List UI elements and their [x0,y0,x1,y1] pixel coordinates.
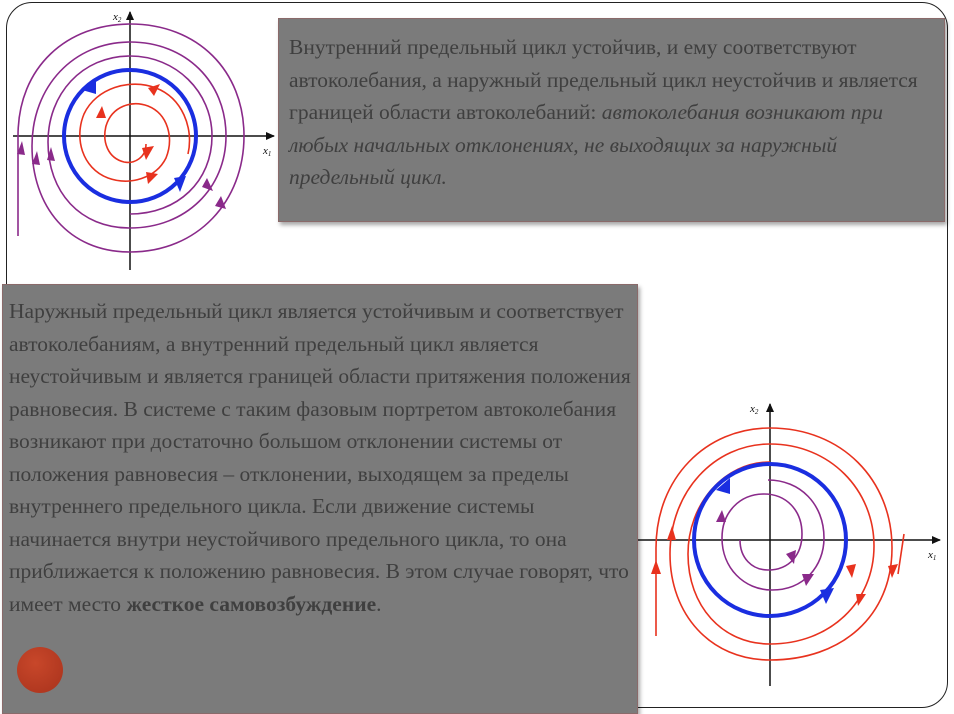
x1-axis-label: x1 [928,549,937,562]
outer-trajectories-top [18,24,244,252]
inner-trajectories-bottom [722,480,824,590]
slide-bullet-dot [17,647,63,693]
top-description-box [278,18,945,222]
bottom-description-box [2,284,638,714]
phase-portrait-bottom [636,398,946,690]
phase-portrait-top [8,6,280,276]
inner-trajectory-arrows-top [96,84,160,184]
bottom-description-text: Наружный предельный цикл является устойчивым и соответствует автоколебаниям, а внутренний предельный цикл является неустойчивым и является границей области притяжения положения равновесия. В системе с таким фазовым портретом автоколебания возникают при достаточно большом отклонении системы от положения равновесия – отклонении, выходящем за пределы внутреннего предельного цикла. Если движение системы начинается внутри неустойчивого предельного цикла, то она приближается к положению равновесия. В этом случае говорят, что имеет место жесткое самовозбуждение. [9,299,631,616]
x2-axis-label: x2 [750,403,759,416]
stable-cycle-arrows-bottom [716,478,834,604]
x1-axis-label: x1 [263,145,272,158]
inner-trajectories-top [80,84,190,181]
x2-axis-label: x2 [113,11,122,24]
stable-cycle-arrows-top [82,78,186,192]
top-description-text: Внутренний предельный цикл устойчив, и ему соответствуют автоколебания, а наружный предельный цикл неустойчив и является границей области автоколебаний: автоколебания возникают при любых начальных отклонениях, не выходящих за наружный предельный цикл. [289,35,918,189]
top-description-italic: автоколебания возникают при любых начальных отклонениях, не выходящих за наружный предельный цикл. [289,100,883,189]
hard-self-excitation-term: жесткое самовозбуждение [126,591,377,616]
